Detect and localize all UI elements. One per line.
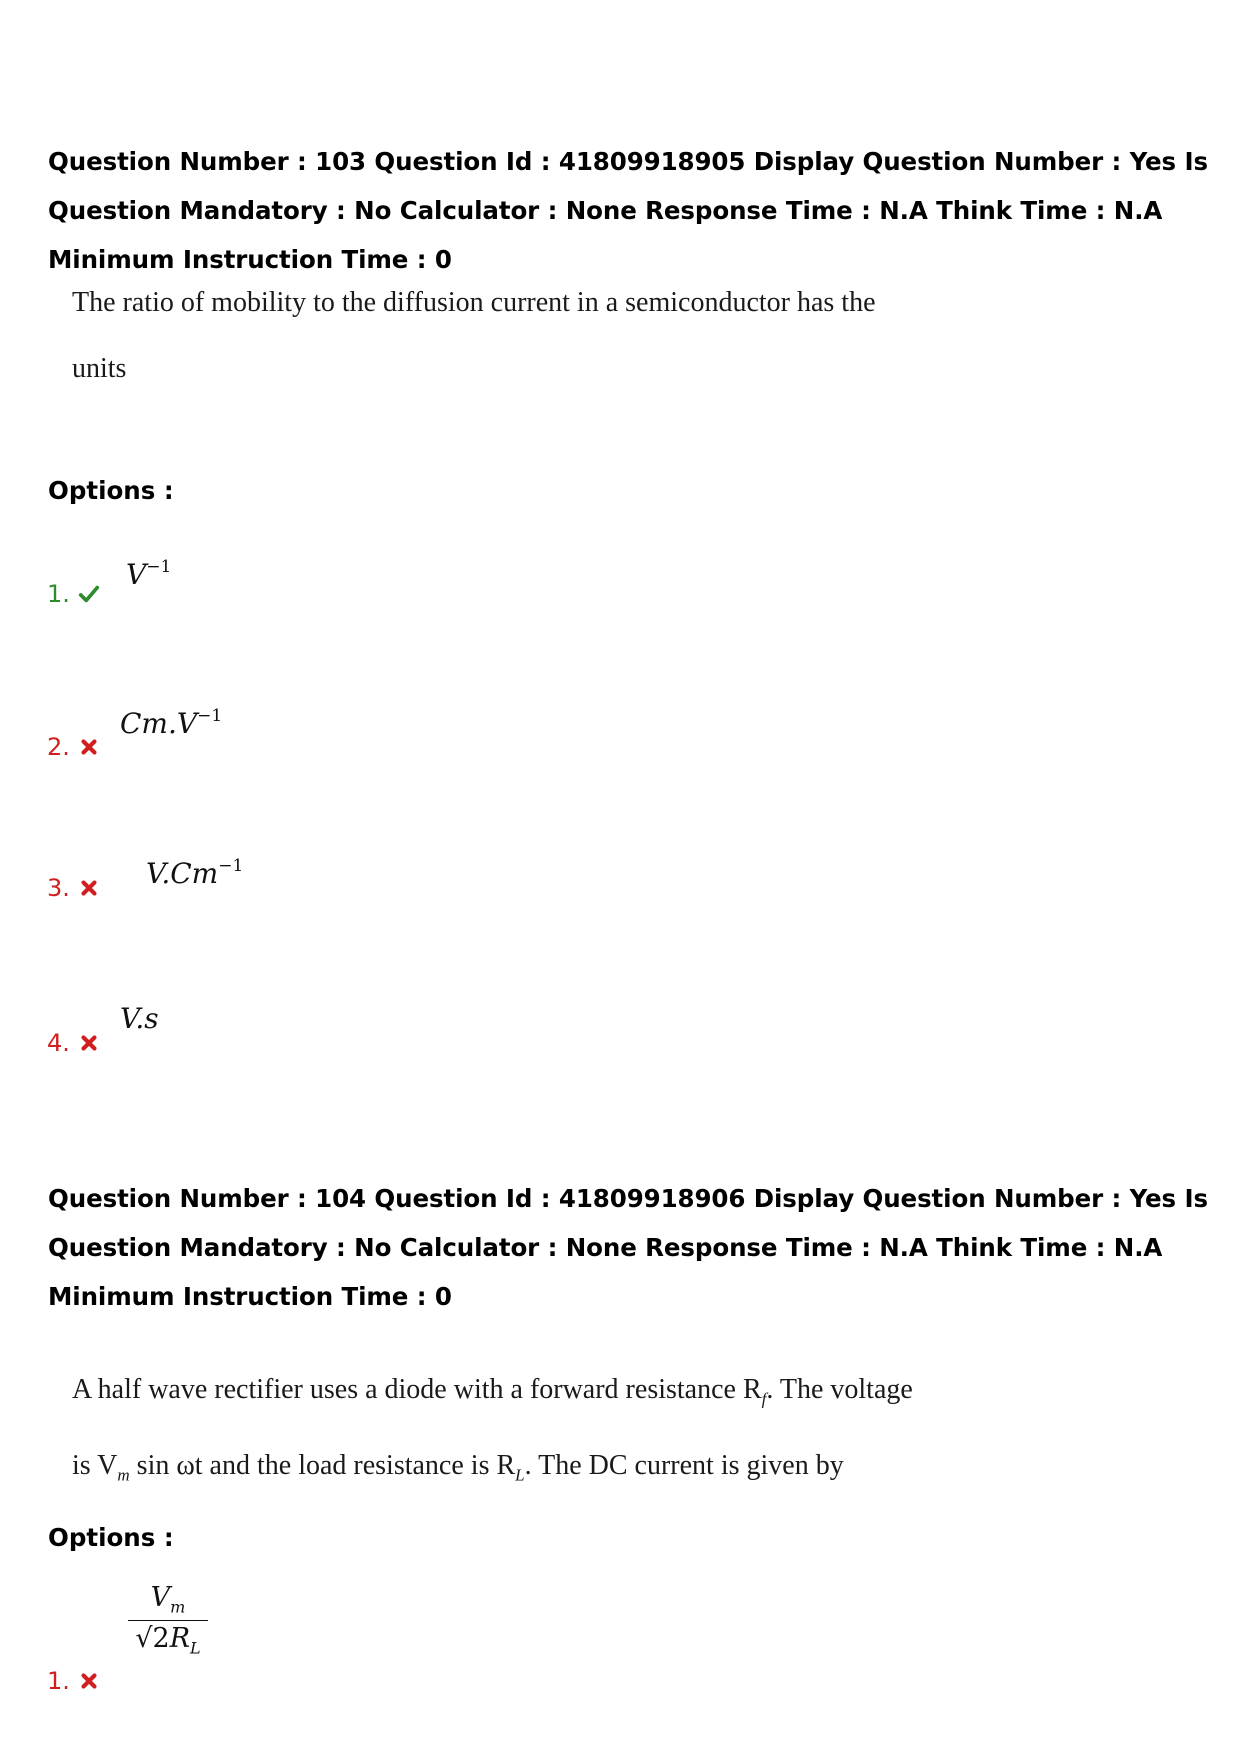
fraction-denominator: $√2R_L$ xyxy=(135,1623,201,1658)
cross-icon xyxy=(78,1032,100,1054)
option-2-number[interactable]: 2. xyxy=(47,733,100,761)
cross-icon xyxy=(78,736,100,758)
question-stem-line-2: is $V_m$ sin ωt and the load resistance is $R_L$. The DC current is given by xyxy=(72,1450,844,1485)
option-3-formula[interactable]: $V.Cm^{-1}$ xyxy=(146,855,244,890)
question-header: Question Number : 104 Question Id : 41809918906 Display Question Number : Yes Is Question Mandatory : No Calculator : None Response Time : N.A Think Time : N.A Minimum Instruction Time : 0 xyxy=(48,1184,1208,1311)
option-4-formula[interactable]: V.s xyxy=(120,1002,159,1035)
question-stem-line-1: The ratio of mobility to the diffusion current in a semiconductor has the xyxy=(72,287,876,318)
question-header: Question Number : 103 Question Id : 41809918905 Display Question Number : Yes Is Question Mandatory : No Calculator : None Response Time : N.A Think Time : N.A Minimum Instruction Time : 0 xyxy=(48,147,1208,274)
options-label: Options : xyxy=(48,476,174,505)
cross-icon xyxy=(78,877,100,899)
option-2-formula[interactable]: $Cm.V^{-1}$ xyxy=(120,705,223,740)
check-icon xyxy=(78,583,100,605)
fraction-numerator: $V_m$ xyxy=(128,1582,208,1621)
option-3-number[interactable]: 3. xyxy=(47,874,100,902)
question-stem-line-2: units xyxy=(72,353,127,384)
option-1-number[interactable]: 1. xyxy=(47,1667,100,1695)
options-label: Options : xyxy=(48,1523,174,1552)
option-4-number[interactable]: 4. xyxy=(47,1029,100,1057)
option-1-number[interactable]: 1. xyxy=(47,580,100,608)
option-1-formula[interactable] xyxy=(128,1582,208,1658)
question-stem-line-1: A half wave rectifier uses a diode with a forward resistance $R_f$. The voltage xyxy=(72,1374,913,1409)
option-1-formula[interactable]: $V^{-1}$ xyxy=(126,556,172,591)
cross-icon xyxy=(78,1670,100,1692)
